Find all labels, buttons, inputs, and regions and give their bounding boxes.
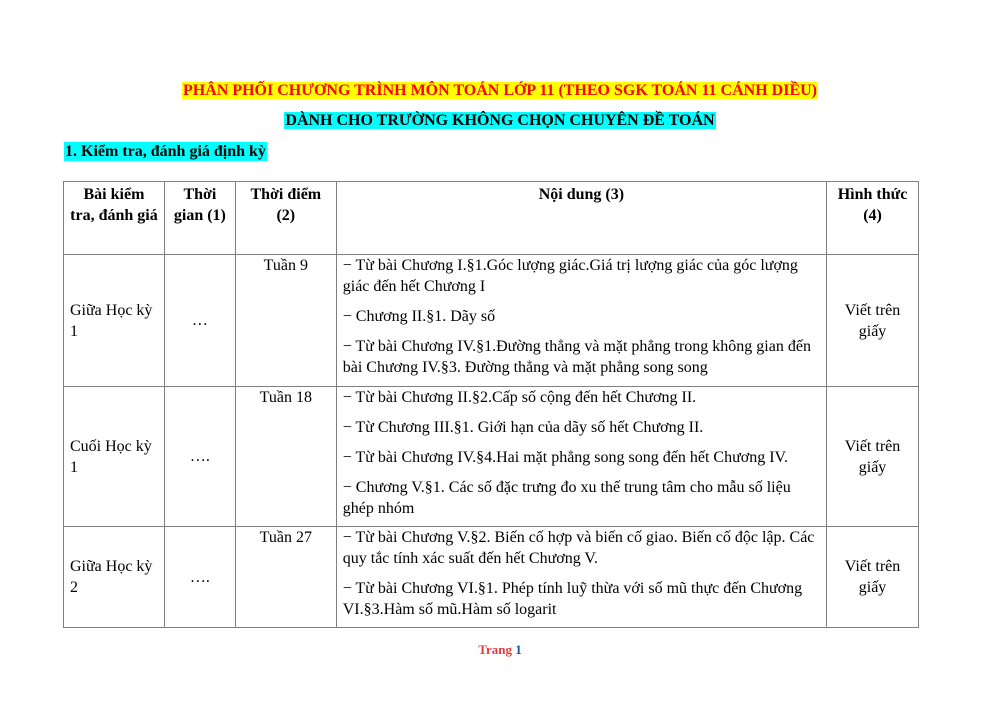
table-header-row (64, 182, 919, 255)
cell-duration: …. (164, 387, 235, 527)
cell-duration: …. (164, 527, 235, 628)
header-timing: Thời điểm (2) (235, 182, 336, 255)
document-subtitle (0, 111, 1000, 130)
content-item: − Từ bài Chương II.§2.Cấp số cộng đến hết Chương II. (342, 389, 697, 406)
content-item: − Chương II.§1. Dãy số (342, 308, 496, 325)
cell-assessment: Giữa Học kỳ 1 (64, 255, 165, 387)
assessment-schedule-table (63, 181, 919, 628)
table-row (64, 255, 919, 387)
page-footer (0, 642, 1000, 658)
header-duration: Thời gian (1) (164, 182, 235, 255)
content-item: − Từ bài Chương IV.§4.Hai mặt phẳng song song đến hết Chương IV. (342, 449, 789, 466)
table-row (64, 527, 919, 628)
cell-timing: Tuần 9 (235, 255, 336, 387)
content-item: − Từ bài Chương I.§1.Góc lượng giác.Giá trị lượng giác của góc lượng giác đến hết Chương I (342, 257, 798, 295)
content-item: − Từ bài Chương VI.§1. Phép tính luỹ thừa với số mũ thực đến Chương VI.§3.Hàm số mũ.Hàm số logarit (342, 580, 803, 618)
content-item: − Từ bài Chương IV.§1.Đường thẳng và mặt phẳng trong không gian đến bài Chương IV.§3. Đường thẳng và mặt phẳng song song (342, 338, 811, 376)
document-title (0, 81, 1000, 100)
table-row (64, 387, 919, 527)
cell-content (336, 255, 826, 387)
cell-assessment: Cuối Học kỳ 1 (64, 387, 165, 527)
cell-content (336, 527, 826, 628)
cell-timing: Tuần 18 (235, 387, 336, 527)
document-subtitle-text: DÀNH CHO TRƯỜNG KHÔNG CHỌN CHUYÊN ĐỀ TOÁN (285, 112, 715, 129)
header-content: Nội dung (3) (336, 182, 826, 255)
cell-timing: Tuần 27 (235, 527, 336, 628)
header-format: Hình thức (4) (827, 182, 919, 255)
content-item: − Từ bài Chương V.§2. Biến cố hợp và biến cố giao. Biến cố độc lập. Các quy tắc tính xác suất đến hết Chương V. (342, 529, 815, 567)
cell-duration: … (164, 255, 235, 387)
content-item: − Chương V.§1. Các số đặc trưng đo xu thế trung tâm cho mẫu số liệu ghép nhóm (342, 479, 791, 517)
content-item: − Từ Chương III.§1. Giới hạn của dãy số hết Chương II. (342, 419, 704, 436)
cell-format: Viết trên giấy (827, 255, 919, 387)
document-title-text: PHÂN PHỐI CHƯƠNG TRÌNH MÔN TOÁN LỚP 11 (THEO SGK TOÁN 11 CÁNH DIỀU) (183, 82, 817, 99)
cell-assessment: Giữa Học kỳ 2 (64, 527, 165, 628)
footer-page-label: Trang (478, 642, 512, 657)
cell-format: Viết trên giấy (827, 527, 919, 628)
cell-format: Viết trên giấy (827, 387, 919, 527)
header-assessment: Bài kiểm tra, đánh giá (64, 182, 165, 255)
section-heading: 1. Kiểm tra, đánh giá định kỳ (65, 143, 266, 160)
footer-page-number: 1 (515, 642, 522, 657)
cell-content (336, 387, 826, 527)
